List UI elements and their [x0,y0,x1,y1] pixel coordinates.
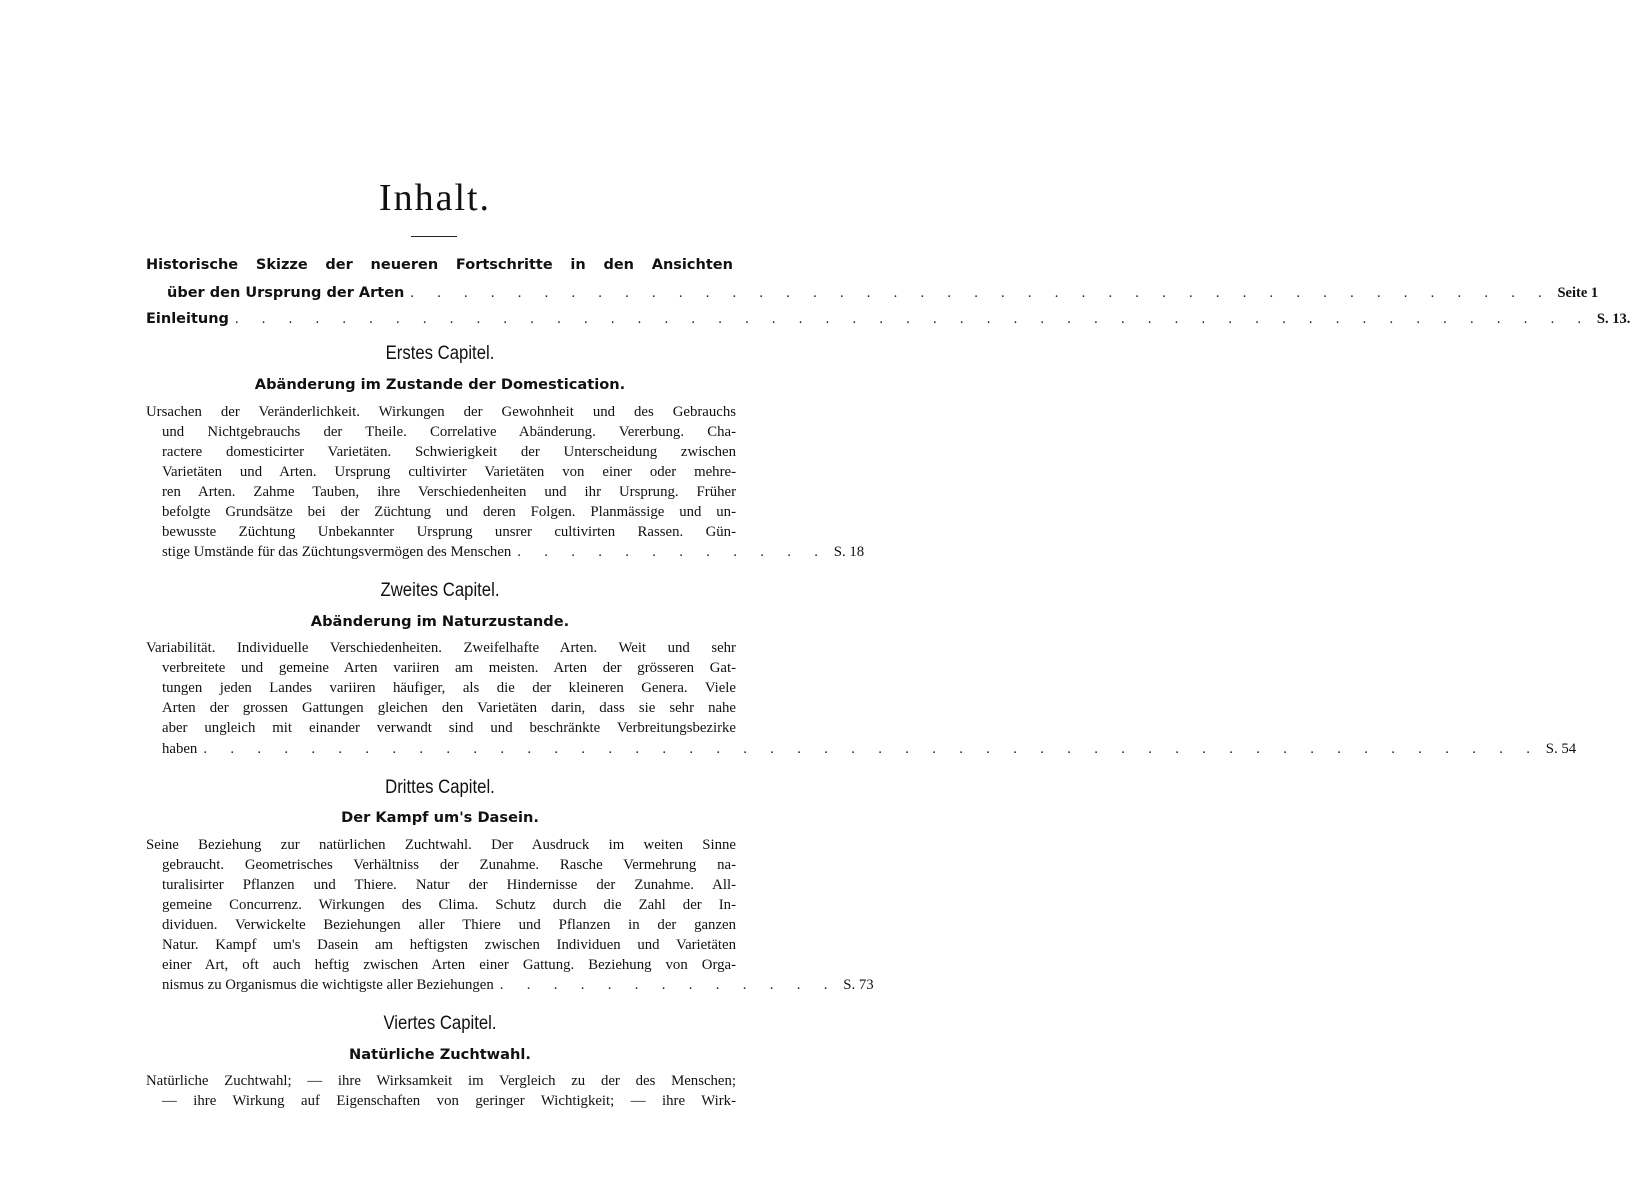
chapter-summary-line: bewusste Züchtung Unbekannter Ursprung unsrer cultivirten Rassen. Gün- [162,524,736,540]
chapter-heading: Zweites Capitel. [380,580,500,601]
chapter-summary-line: befolgte Grundsätze bei der Züchtung und deren Folgen. Planmässige und un- [162,504,736,520]
chapter-summary-last-line [162,542,865,562]
chapter-summary-line: einer Art, oft auch heftig zwischen Arten einer Gattung. Beziehung von Orga- [162,957,736,973]
chapter-summary-line: Arten der grossen Gattungen gleichen den Varietäten darin, dass sie sehr nahe [162,700,736,716]
toc-entry-historical-line1 [146,255,733,275]
chapter-summary-text: stige Umstände für das Züchtungsvermögen des Menschen [162,544,512,560]
page-title: Inhalt. [378,177,492,219]
chapter-summary-line: gemeine Concurrenz. Wirkungen des Clima. Schutz durch die Zahl der In- [162,897,736,913]
dot-leader: . . . . . . . . . . . . . . . . . . . . . . . . . . . . . . . . . . . . . . . . . . . [410,285,1552,301]
chapter-subtitle: Abänderung im Zustande der Domestication. [254,376,626,393]
chapter-summary-line: ren Arten. Zahme Tauben, ihre Verschiedenheiten und ihr Ursprung. Früher [162,484,736,500]
toc-page-ref: S. 18 [833,544,865,560]
chapter-subtitle: Natürliche Zuchtwahl. [349,1046,531,1063]
word: in [570,257,586,273]
chapter-subtitle: Abänderung im Naturzustande. [310,613,570,630]
toc-page-ref: Seite 1 [1557,285,1599,301]
title-rule [411,236,457,237]
toc-page-ref: S. 73 [843,977,874,993]
toc-entry-einleitung [146,309,1630,329]
word: den [603,257,634,273]
toc-page-ref: S. 54 [1545,741,1577,757]
chapter-heading: Viertes Capitel. [383,1013,497,1034]
chapter-subtitle: Der Kampf um's Dasein. [341,809,539,826]
word: Skizze [255,257,308,273]
toc-entry-historical-line2 [167,283,1599,303]
chapter-heading: Drittes Capitel. [385,777,495,798]
chapter-summary-line: Natürliche Zuchtwahl; — ihre Wirksamkeit im Vergleich zu der des Menschen; [146,1073,736,1089]
dot-leader: . . . . . . . . . . . . . [499,977,838,993]
toc-entry-label: über den Ursprung der Arten [167,285,405,301]
word: Historische [146,257,239,273]
dot-leader: . . . . . . . . . . . . [517,544,828,560]
chapter-summary-last-line [162,739,1577,759]
chapter-summary-line: Variabilität. Individuelle Verschiedenheiten. Zweifelhafte Arten. Weit und sehr [146,640,736,656]
chapter-summary-line: und Nichtgebrauchs der Theile. Correlative Abänderung. Vererbung. Cha- [162,424,736,440]
chapter-summary-line: aber ungleich mit einander verwandt sind und beschränkte Verbreitungsbezirke [162,720,736,736]
toc-page-ref: S. 13. [1596,311,1630,327]
word: Fortschritte [455,257,553,273]
chapter-summary-line: dividuen. Verwickelte Beziehungen aller Thiere und Pflanzen in der ganzen [162,917,736,933]
chapter-summary-line: Natur. Kampf um's Dasein am heftigsten zwischen Individuen und Varietäten [162,937,736,953]
dot-leader: . . . . . . . . . . . . . . . . . . . . . . . . . . . . . . . . . . . . . . . . . . . . . . . . . . [203,741,1540,757]
chapter-summary-text: haben [162,741,198,757]
chapter-summary-line: tungen jeden Landes variiren häufiger, als die der kleineren Genera. Viele [162,680,736,696]
word: der [325,257,353,273]
chapter-summary-line: ractere domesticirter Varietäten. Schwierigkeit der Unterscheidung zwischen [162,444,736,460]
dot-leader: . . . . . . . . . . . . . . . . . . . . . . . . . . . . . . . . . . . . . . . . . . . . . . . . . . . [234,311,1591,327]
chapter-summary-last-line [162,975,874,995]
chapter-summary-line: Seine Beziehung zur natürlichen Zuchtwahl. Der Ausdruck im weiten Sinne [146,837,736,853]
chapter-summary-line: — ihre Wirkung auf Eigenschaften von geringer Wichtigkeit; — ihre Wirk- [162,1093,736,1109]
word: Ansichten [651,257,733,273]
word: neueren [370,257,439,273]
chapter-summary-line: Varietäten und Arten. Ursprung cultivirter Varietäten von einer oder mehre- [162,464,736,480]
chapter-summary-line: gebraucht. Geometrisches Verhältniss der Zunahme. Rasche Vermehrung na- [162,857,736,873]
chapter-summary-text: nismus zu Organismus die wichtigste aller Beziehungen [162,977,494,993]
chapter-summary-line: verbreitete und gemeine Arten variiren am meisten. Arten der grösseren Gat- [162,660,736,676]
chapter-heading: Erstes Capitel. [385,343,495,364]
toc-entry-label: Einleitung [146,311,229,327]
chapter-summary-line: Ursachen der Veränderlichkeit. Wirkungen der Gewohnheit und des Gebrauchs [146,404,736,420]
chapter-summary-line: turalisirter Pflanzen und Thiere. Natur der Hindernisse der Zunahme. All- [162,877,736,893]
